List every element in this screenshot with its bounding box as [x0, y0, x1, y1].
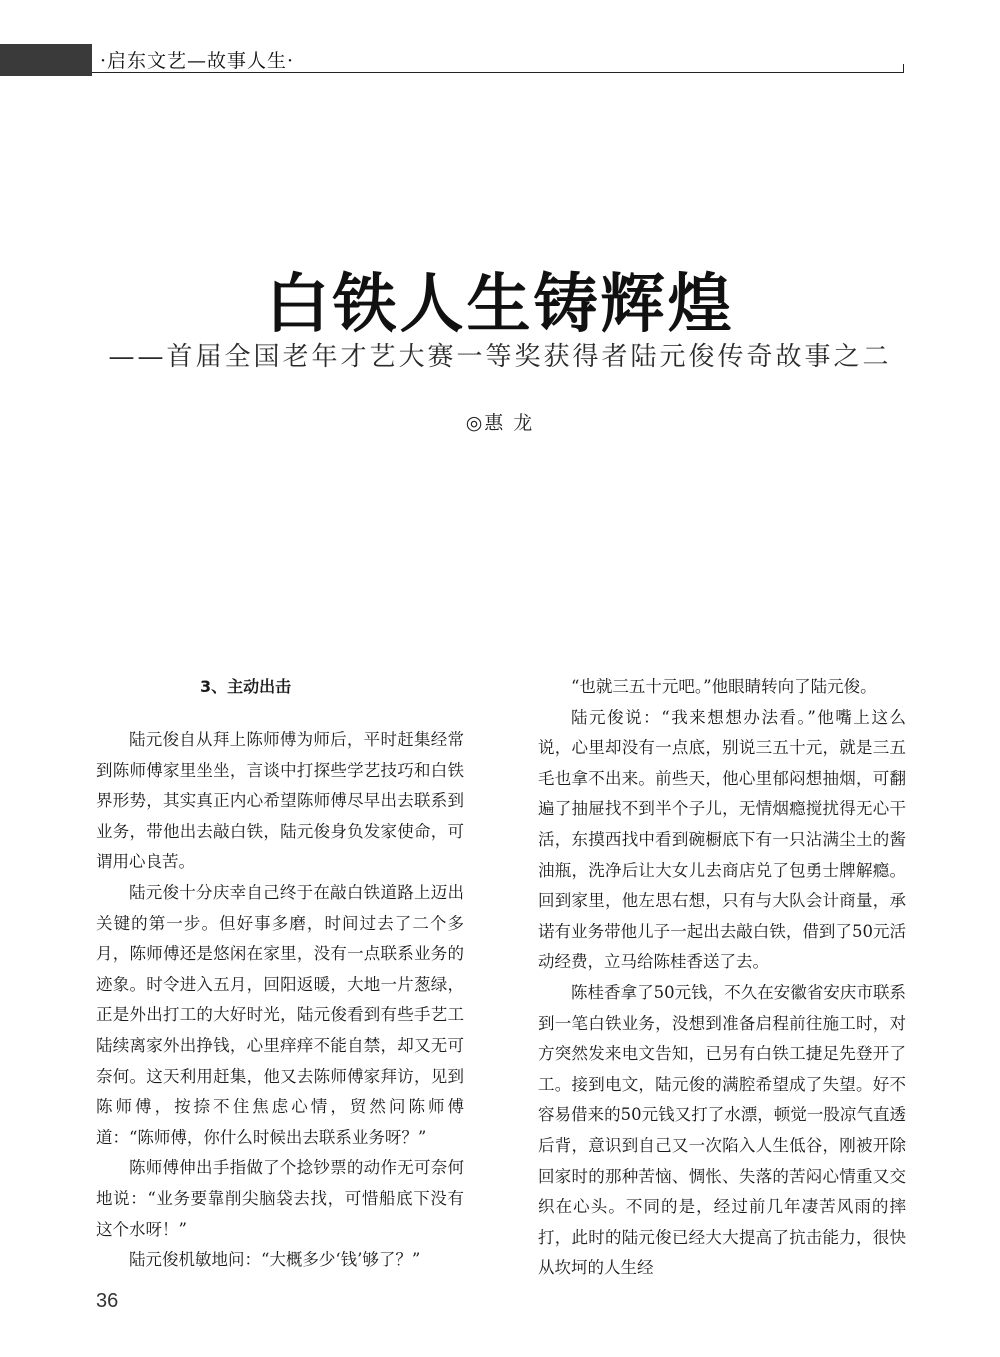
header-dark-block — [0, 44, 92, 76]
header-rule — [92, 72, 904, 73]
header-section-label: ·启东文艺—故事人生· — [100, 50, 295, 72]
paragraph: 陆元俊机敏地问：“大概多少‘钱’够了？” — [129, 1250, 421, 1270]
left-column — [96, 672, 464, 1276]
header-rule-tick — [903, 64, 904, 73]
paragraph: 陆元俊自从拜上陈师傅为师后，平时赶集经常到陈师傅家里坐坐，言谈中打探些学艺技巧和白铁界形势，其实真正内心希望陈师傅尽早出去联系到业务，带他出去敲白铁，陆元俊身负发家使命，可谓用心良苦。 — [96, 730, 464, 872]
paragraph: 陆元俊十分庆幸自己终于在敲白铁道路上迈出关键的第一步。但好事多磨，时间过去了二个多月，陈师傅还是悠闲在家里，没有一点联系业务的迹象。时令进入五月，回阳返暖，大地一片葱绿，正是外出打工的大好时光，陆元俊看到有些手艺工陆续离家外出挣钱，心里痒痒不能自禁，却又无可奈何。这天利用赶集，他又去陈师傅家拜访，见到陈师傅，按捺不住焦虑心情，贸然问陈师傅道：“陈师傅，你什么时候出去联系业务呀？” — [96, 882, 464, 1147]
page-number: 36 — [96, 1290, 119, 1312]
paragraph: “也就三五十元吧。”他眼睛转向了陆元俊。 — [571, 677, 877, 696]
article-subtitle: ——首届全国老年才艺大赛一等奖获得者陆元俊传奇故事之二 — [108, 342, 892, 372]
right-column — [538, 672, 906, 1284]
paragraph: 陈师傅伸出手指做了个捻钞票的动作无可奈何地说：“业务要靠削尖脑袋去找，可惜船底下没有这个水呀！” — [96, 1158, 464, 1239]
paragraph: 陆元俊说：“我来想想办法看。”他嘴上这么说，心里却没有一点底，别说三五十元，就是三五毛也拿不出来。前些天，他心里郁闷想抽烟，可翻遍了抽屉找不到半个子儿，无情烟瘾搅扰得无心干活，东摸西找中看到碗橱底下有一只沾满尘土的酱油瓶，洗净后让大女儿去商店兑了包勇士牌解瘾。回到家里，他左思右想，只有与大队会计商量，承诺有业务带他儿子一起出去敲白铁，借到了50元活动经费，立马给陈桂香送了去。 — [538, 707, 906, 972]
article-author: ◎惠 龙 — [465, 412, 535, 434]
paragraph: 陈桂香拿了50元钱，不久在安徽省安庆市联系到一笔白铁业务，没想到准备启程前往施工时，对方突然发来电文告知，已另有白铁工捷足先登开了工。接到电文，陆元俊的满腔希望成了失望。好不容易借来的50元钱又打了水漂，顿觉一股凉气直透后背，意识到自己又一次陷入人生低谷，刚被开除回家时的那种苦恼、惆怅、失落的苦闷心情重又交织在心头。不同的是，经过前几年凄苦风雨的摔打，此时的陆元俊已经大大提高了抗击能力，很快从坎坷的人生经 — [538, 982, 906, 1278]
article-title: 白铁人生铸辉煌 — [265, 267, 735, 342]
section-heading: 3、主动出击 — [200, 677, 292, 696]
